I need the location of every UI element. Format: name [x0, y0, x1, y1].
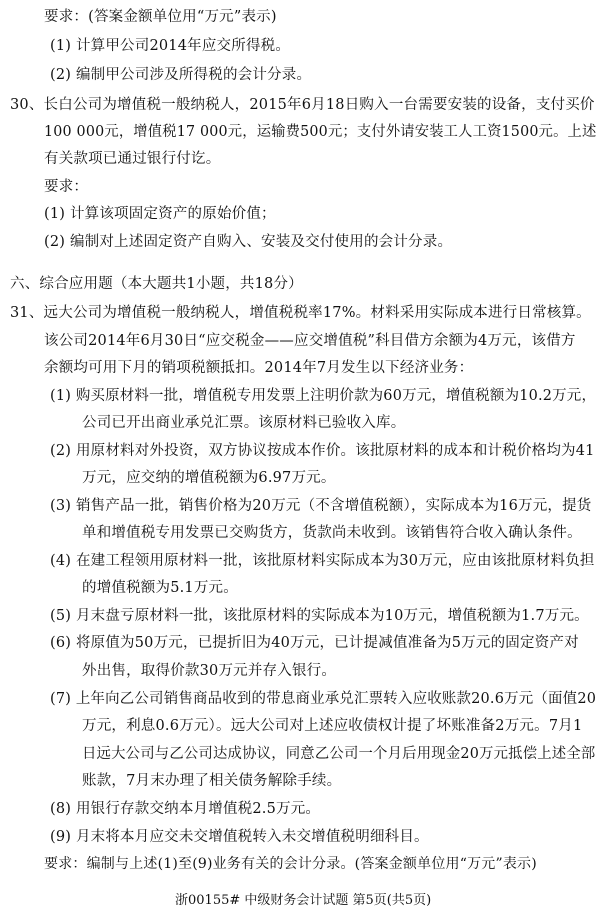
q31-item-1-line-1: (1) 购买原材料一批，增值税专用发票上注明价款为60万元，增值税额为10.2万元，: [50, 388, 597, 404]
q31-item-2-line-2: 万元，应交纳的增值税额为6.97万元。: [82, 470, 336, 486]
q31-item-7-line-4: 账款，7月末办理了相关债务解除手续。: [82, 773, 342, 789]
q30-requirement-2: (2) 编制对上述固定资产自购入、安装及交付使用的会计分录。: [44, 234, 453, 250]
q30-requirement-1: (1) 计算该项固定资产的原始价值；: [44, 206, 276, 222]
q31-item-7-line-2: 万元，利息0.6万元）。远大公司对上述应收债权计提了坏账准备2万元。7月1: [82, 718, 583, 734]
q29-requirement-1: (1) 计算甲公司2014年应交所得税。: [50, 38, 291, 54]
q31-line-1: 31、远大公司为增值税一般纳税人，增值税税率17%。材料采用实际成本进行日常核算。: [10, 305, 591, 321]
q31-item-9: (9) 月末将本月应交未交增值税转入未交增值税明细科目。: [50, 829, 429, 845]
q31-line-3: 余额均可用下月的销项税额抵扣。2014年7月发生以下经济业务：: [44, 360, 474, 376]
q30-line-2: 100 000元，增值税17 000元，运输费500元；支付外请安装工人工资1500元。上述: [44, 124, 597, 140]
q31-item-4-line-1: (4) 在建工程领用原材料一批，该批原材料实际成本为30万元，应由该批原材料负担: [50, 553, 595, 569]
q31-line-2: 该公司2014年6月30日“应交税金——应交增值税”科目借方余额为4万元，该借方: [44, 333, 576, 349]
q31-item-2-line-1: (2) 用原材料对外投资，双方协议按成本作价。该批原材料的成本和计税价格均为41: [50, 443, 595, 459]
q29-requirement-2: (2) 编制甲公司涉及所得税的会计分录。: [50, 67, 312, 83]
q31-item-7-line-3: 日远大公司与乙公司达成协议，同意乙公司一个月后用现金20万元抵偿上述全部: [82, 746, 596, 762]
q31-item-6-line-1: (6) 将原值为50万元，已提折旧为40万元，已计提减值准备为5万元的固定资产对: [50, 635, 579, 651]
q31-item-8: (8) 用银行存款交纳本月增值税2.5万元。: [50, 801, 321, 817]
q31-item-7-line-1: (7) 上年向乙公司销售商品收到的带息商业承兑汇票转入应收账款20.6万元（面值20: [50, 691, 597, 707]
q31-item-3-line-1: (3) 销售产品一批，销售价格为20万元（不含增值税额），实际成本为16万元，提货: [50, 498, 592, 514]
q29-requirement-heading: 要求：(答案金额单位用“万元”表示): [44, 9, 277, 25]
q31-item-3-line-2: 单和增值税专用发票已交购货方，货款尚未收到。该销售符合收入确认条件。: [82, 525, 582, 541]
q31-item-1-line-2: 公司已开出商业承兑汇票。该原材料已验收入库。: [82, 415, 406, 431]
q31-item-4-line-2: 的增值税额为5.1万元。: [82, 580, 238, 596]
q30-requirement-heading: 要求：: [44, 179, 89, 195]
q30-line-1: 30、长白公司为增值税一般纳税人，2015年6月18日购入一台需要安装的设备，支付买价: [10, 97, 595, 113]
section-6-heading: 六、综合应用题（本大题共1小题，共18分）: [10, 276, 303, 292]
q30-line-3: 有关款项已通过银行付讫。: [44, 151, 221, 167]
q31-requirement: 要求：编制与上述(1)至(9)业务有关的会计分录。(答案金额单位用“万元”表示): [44, 856, 537, 872]
q31-item-6-line-2: 外出售，取得价款30万元并存入银行。: [82, 663, 337, 679]
q31-item-5: (5) 月末盘亏原材料一批，该批原材料的实际成本为10万元，增值税额为1.7万元。: [50, 608, 589, 624]
page-footer: 浙00155# 中级财务会计试题 第5页(共5页): [175, 893, 432, 908]
